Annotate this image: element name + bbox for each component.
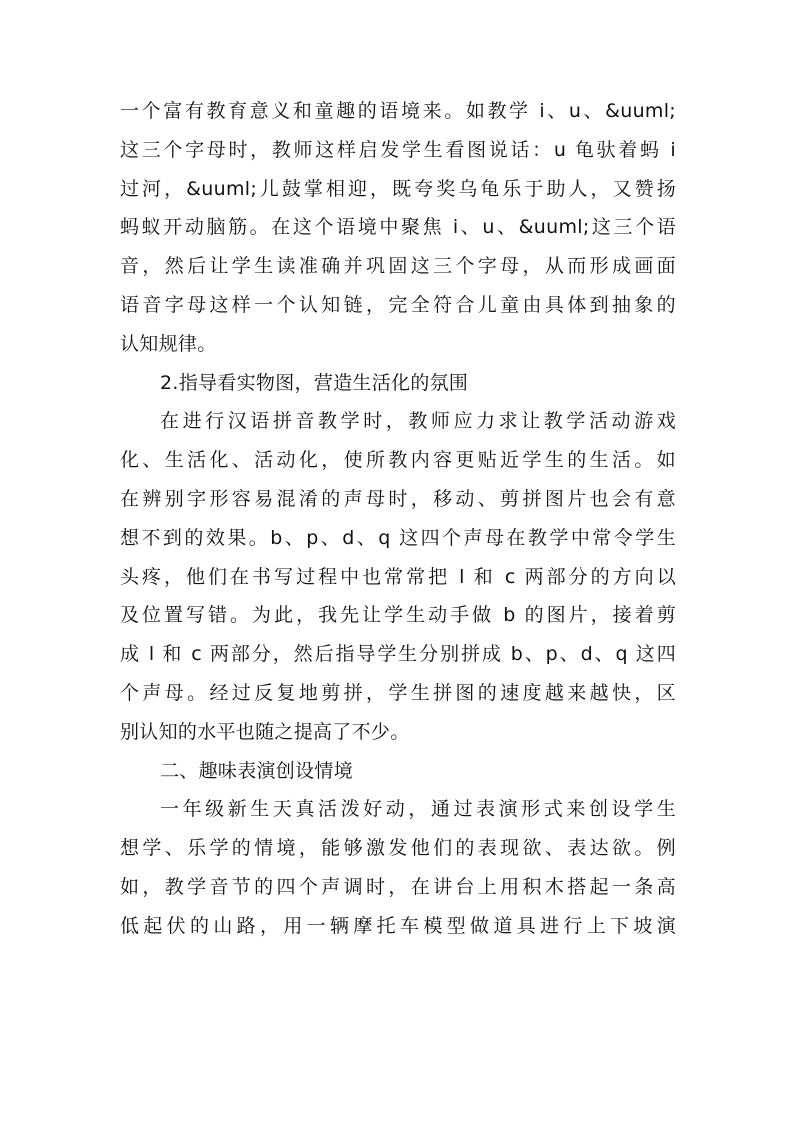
text-line: 认知规律。 (120, 332, 217, 355)
body-text (120, 92, 676, 946)
text-line: 一个富有教育意义和童趣的语境来。如教学 i、u、&uuml; (120, 100, 676, 122)
text-line: 在辨别字形容易混淆的声母时，移动、剪拼图片也会有意 (120, 487, 676, 510)
text-line: 语音字母这样一个认知链，完全符合儿童由具体到抽象的 (120, 293, 676, 316)
text-line: 在进行汉语拼音教学时，教师应力求让教学活动游戏 (160, 410, 676, 433)
text-line: 过河，&uuml;儿鼓掌相迎，既夸奖乌龟乐于助人，又赞扬 (120, 177, 676, 200)
text-line: 蚂蚁开动脑筋。在这个语境中聚焦 i、u、&uuml;这三个语 (120, 216, 676, 239)
text-line: 低起伏的山路，用一辆摩托车模型做道具进行上下坡演 (120, 914, 676, 937)
text-line: 别认知的水平也随之提高了不少。 (120, 720, 410, 743)
text-line: 个声母。经过反复地剪拼，学生拼图的速度越来越快，区 (120, 681, 676, 704)
text-line: 想不到的效果。b、p、d、q 这四个声母在教学中常令学生 (120, 526, 676, 549)
text-line: 2.指导看实物图，营造生活化的氛围 (160, 371, 469, 394)
text-line: 想学、乐学的情境，能够激发他们的表现欲、表达欲。例 (120, 837, 676, 860)
text-line: 二、趣味表演创设情境 (160, 759, 354, 782)
text-line: 一年级新生天真活泼好动，通过表演形式来创设学生 (160, 798, 676, 821)
text-line: 成 l 和 c 两部分，然后指导学生分别拼成 b、p、d、q 这四 (120, 643, 676, 666)
text-line: 音，然后让学生读准确并巩固这三个字母，从而形成画面 (120, 255, 676, 278)
text-line: 及位置写错。为此，我先让学生动手做 b 的图片，接着剪 (120, 604, 676, 627)
text-line: 如，教学音节的四个声调时，在讲台上用积木搭起一条高 (120, 875, 676, 898)
text-line: 化、生活化、活动化，使所教内容更贴近学生的生活。如 (120, 449, 676, 472)
text-line: 头疼，他们在书写过程中也常常把 l 和 c 两部分的方向以 (120, 565, 676, 588)
text-line: 这三个字母时，教师这样启发学生看图说话：u 龟驮着蚂 i (120, 138, 676, 161)
